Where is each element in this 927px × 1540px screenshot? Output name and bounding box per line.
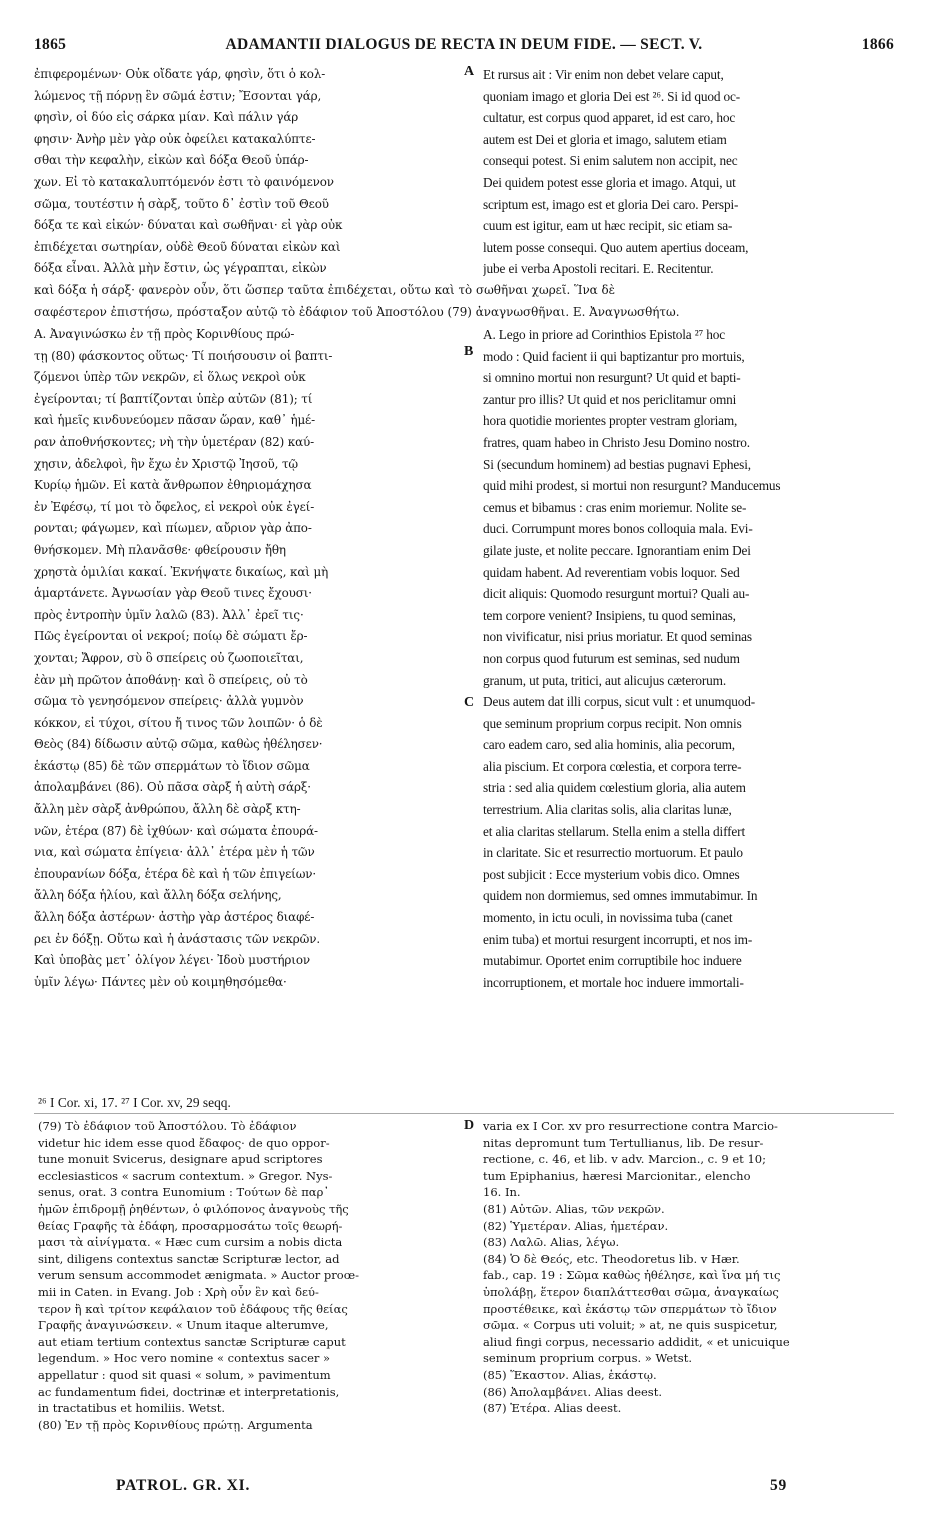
text-line: σῶμα. « Corpus uti voluit; » at, ne quis suspicetur, xyxy=(483,1318,778,1333)
text-line: rectione, c. 46, et lib. v adv. Marcion., c. 9 et 10; xyxy=(483,1152,766,1167)
footer-series: PATROL. GR. XI. xyxy=(116,1477,251,1494)
text-line: granum, ut puta, tritici, aut alicujus cæterorum. xyxy=(483,672,727,688)
footnote-rule xyxy=(34,1113,894,1114)
text-line: tem corpore venient? Insipiens, tu quod seminas, xyxy=(483,607,736,623)
text-line: ἄλλη δόξα ἀστέρων· ἀστὴρ γὰρ ἀστέρος διαφέ- xyxy=(34,910,315,925)
text-line: ac fundamentum fidei, doctrinæ et interpretationis, xyxy=(38,1384,340,1399)
text-line: (86) Ἀπολαμβάνει. Alias deest. xyxy=(483,1384,662,1399)
text-line: fratres, quam habeo in Christo Jesu Domino nostro. xyxy=(483,434,750,450)
running-title: ADAMANTII DIALOGUS DE RECTA IN DEUM FIDE. — SECT. V. xyxy=(225,36,703,53)
text-line: quoniam imago et gloria Dei est ²⁶. Si id quod oc- xyxy=(483,88,741,104)
text-line: cuum est igitur, eam ut hæc recipit, sic etiam sa- xyxy=(483,218,733,234)
text-line: sint, diligens contextus sanctæ Scripturæ lector, ad xyxy=(38,1251,340,1266)
margin-mark-b: B xyxy=(464,344,474,359)
text-line: aliud fingi corpus, necessario addidit, « et unicuique xyxy=(483,1334,790,1349)
text-line: σῶμα τὸ γενησόμενον σπείρεις· ἀλλὰ γυμνὸν xyxy=(34,694,304,709)
text-line: Et rursus ait : Vir enim non debet velare caput, xyxy=(483,67,724,82)
text-line: θείας Γραφῆς τὰ ἐδάφη, προσαρμοσάτω τοῖς θεωρή- xyxy=(38,1218,343,1233)
text-line: Γραφῆς ἀναγινώσκειν. « Unum itaque alterumve, xyxy=(38,1318,329,1333)
footnotes-left xyxy=(38,1118,458,1433)
text-line: Θεὸς (84) δίδωσιν αὐτῷ σῶμα, καθὼς ἠθέλησεν· xyxy=(34,737,323,752)
text-line: δόξα τε καὶ εἰκών· δύναται καὶ σωθῆναι· εἰ γὰρ οὐκ xyxy=(34,218,343,233)
text-line: μασι τὰ αἰνίγματα. « Hæc cum cursim a nobis dicta xyxy=(38,1235,343,1250)
text-line: quidam habent. Ad reverentiam vobis loquor. Sed xyxy=(483,564,740,580)
text-line: A. Ἀναγινώσκω ἐν τῇ πρὸς Κορινθίους πρώ- xyxy=(34,327,295,341)
text-line: Καὶ ὑποβὰς μετ᾽ ὀλίγον λέγει· Ἰδοὺ μυστήριον xyxy=(34,953,310,968)
text-line: alia piscium. Et corpora cœlestia, et corpora terre- xyxy=(483,758,742,774)
text-line: (85) Ἕκαστον. Alias, ἑκάστῳ. xyxy=(483,1367,657,1382)
text-line: (83) Λαλῶ. Alias, λέγω. xyxy=(483,1235,620,1250)
text-line: terrestrium. Alia claritas solis, alia claritas lunæ, xyxy=(483,802,732,818)
text-line: legendum. » Hoc vero nomine « contextus sacer » xyxy=(38,1351,331,1366)
text-line: ἐγείρονται; τί βαπτίζονται ὑπὲρ αὐτῶν (81); τί xyxy=(34,391,313,406)
text-line: gilate juste, et nolite peccare. Ignorantiam enim Dei xyxy=(483,542,751,558)
text-line: stria : sed alia quidem cœlestium gloria, alia autem xyxy=(483,780,746,796)
text-line: 16. In. xyxy=(483,1185,521,1200)
text-line: πρὸς ἐντροπὴν ὑμῖν λαλῶ (83). Ἀλλ᾽ ἐρεῖ τις· xyxy=(34,607,304,622)
footnotes-right xyxy=(483,1118,894,1417)
text-line: (82) Ὑμετέραν. Alias, ἡμετέραν. xyxy=(483,1218,669,1233)
text-line: ρονται; φάγωμεν, καὶ πίωμεν, αὔριον γὰρ ἀπο- xyxy=(34,521,312,536)
text-line: quidem non dormiemus, sed omnes immutabimur. In xyxy=(483,888,758,904)
text-line: momento, in ictu oculi, in novissima tuba (canet xyxy=(483,910,733,926)
text-line: jube ei verba Apostoli recitari. E. Recitentur. xyxy=(483,261,714,277)
text-line: ἀπολαμβάνει (86). Οὐ πᾶσα σὰρξ ἡ αὐτὴ σάρξ· xyxy=(34,780,311,795)
latin-column-top xyxy=(483,64,894,280)
text-line: tune monuit Svicerus, designare apud scriptores xyxy=(38,1152,323,1167)
text-line: consequi potest. Si enim salutem non accipit, nec xyxy=(483,153,738,169)
text-line: καὶ ἡμεῖς κινδυνεύομεν πᾶσαν ὥραν, καθ᾽ ἡμέ- xyxy=(34,413,315,428)
text-line: σαφέστερον ἐπιστήσω, πρόσταξον αὐτῷ τὸ ἐδάφιον τοῦ Ἀποστόλου (79) ἀναγνωσθῆναι. E. Ἀναγνωσθήτω. xyxy=(34,304,680,319)
text-line: si omnino mortui non resurgunt? Ut quid et bapti- xyxy=(483,370,741,386)
margin-mark-d: D xyxy=(464,1118,475,1133)
text-line: cultatur, est corpus quod apparet, id est caro, hoc xyxy=(483,110,736,126)
text-line: νῶν, ἑτέρα (87) δὲ ἰχθύων· καὶ σώματα ἐπουρά- xyxy=(34,823,318,838)
text-line: χησιν, ἀδελφοὶ, ἣν ἔχω ἐν Χριστῷ Ἰησοῦ, τῷ xyxy=(34,456,298,471)
text-line: verum sensum accommodet ænigmata. » Auctor proœ- xyxy=(38,1268,359,1283)
text-line: νια, καὶ σώματα ἐπίγεια· ἀλλ᾽ ἑτέρα μὲν ἡ τῶν xyxy=(34,845,315,860)
text-line: καὶ δόξα ἡ σάρξ· φανερὸν οὖν, ὅτι ὥσπερ ταῦτα ἐπιδέχεται, οὕτω καὶ τὸ σωθῆναι χωρεῖ. Ἵνα δὲ xyxy=(34,283,616,297)
text-line: duci. Corrumpunt mores bonos colloquia mala. Evi- xyxy=(483,521,753,537)
text-line: cemus et bibamus : cras enim moriemur. Nolite se- xyxy=(483,499,747,515)
greek-column-top xyxy=(34,64,459,280)
running-header xyxy=(34,36,894,58)
text-line: non vivificatur, nisi prius moriatur. Et quod seminas xyxy=(483,629,752,645)
greek-full-width-lines xyxy=(34,280,894,323)
text-line: dicit aliquis: Quomodo resurgunt mortui? Quali au- xyxy=(483,586,750,602)
text-line: δόξα εἶναι. Ἀλλὰ μὴν ἔστιν, ὡς γέγραπται, εἰκὼν xyxy=(34,261,327,276)
page-number-left: 1865 xyxy=(34,36,67,53)
text-line: A. Lego in priore ad Corinthios Epistola ²⁷ hoc xyxy=(483,327,725,342)
text-line: χονται; Ἄφρον, σὺ ὃ σπείρεις οὐ ζωοποιεῖται, xyxy=(34,650,304,665)
text-line: ἐπιδέχεται σωτηρίαν, οὐδὲ Θεοῦ δύναται εἰκὼν καὶ xyxy=(34,239,341,254)
text-line: σθαι τὴν κεφαλὴν, εἰκὼν καὶ δόξα Θεοῦ ὑπάρ- xyxy=(34,153,309,168)
text-line: φησὶν, οἱ δύο εἰς σάρκα μίαν. Καὶ πάλιν γάρ xyxy=(34,110,299,125)
text-line: (79) Τὸ ἐδάφιον τοῦ Ἀποστόλου. Τὸ ἐδάφιον xyxy=(38,1119,297,1133)
text-line: in tractatibus et homiliis. Wetst. xyxy=(38,1401,225,1416)
text-line: post subjicit : Ecce mysterium vobis dico. Omnes xyxy=(483,866,740,882)
page-number-right: 1866 xyxy=(861,36,894,53)
text-line: ἐὰν μὴ πρῶτον ἀποθάνῃ· καὶ ὃ σπείρεις, οὐ τὸ xyxy=(34,672,308,687)
text-line: (80) Ἐν τῇ πρὸς Κορινθίους πρώτῃ. Argumenta xyxy=(38,1417,313,1432)
text-line: προστέθεικε, καὶ ἑκάστῳ τῶν σπερμάτων τὸ ἴδιον xyxy=(483,1301,777,1316)
text-line: θνήσκομεν. Μὴ πλανᾶσθε· φθείρουσιν ἤθη xyxy=(34,542,286,557)
text-line: non corpus quod futurum est seminas, sed nudum xyxy=(483,650,740,666)
text-line: τῃ (80) φάσκοντος οὕτως· Τί ποιήσουσιν οἱ βαπτι- xyxy=(34,348,333,363)
text-line: mutabimur. Oportet enim corruptibile hoc induere xyxy=(483,953,742,969)
text-line: fab., cap. 19 : Σῶμα καθὼς ἠθέλησε, καὶ ἵνα μή τις xyxy=(483,1268,781,1283)
latin-column-main xyxy=(483,324,894,993)
text-line: (87) Ἑτέρα. Alias deest. xyxy=(483,1401,622,1416)
text-line: ecclesiasticos « sacrum contextum. » Gregor. Nys- xyxy=(38,1168,333,1183)
text-line: appellatur : quod sit quasi « solum, » pavimentum xyxy=(38,1367,331,1382)
text-line: ρει ἐν δόξῃ. Οὕτω καὶ ἡ ἀνάστασις τῶν νεκρῶν. xyxy=(34,931,320,946)
text-line: λώμενος τῇ πόρνῃ ἓν σῶμά ἐστιν; Ἔσονται γάρ, xyxy=(34,88,322,103)
text-line: (84) Ὁ δὲ Θεός, etc. Theodoretus lib. v Hær. xyxy=(483,1251,740,1266)
margin-mark-c: C xyxy=(464,695,475,710)
text-line: Πῶς ἐγείρονται οἱ νεκροί; ποίῳ δὲ σώματι ἔρ- xyxy=(34,629,308,644)
text-line: Si (secundum hominem) ad bestias pugnavi Ephesi, xyxy=(483,456,751,472)
text-line: lutem posse consequi. Quo autem apertius doceam, xyxy=(483,239,749,255)
text-line: ἐπιφερομένων· Οὐκ οἴδατε γάρ, φησὶν, ὅτι ὁ κολ- xyxy=(34,67,326,81)
text-line: ζόμενοι ὑπὲρ τῶν νεκρῶν, εἰ ὅλως νεκροὶ οὐκ xyxy=(34,370,306,385)
text-line: hora quotidie morientes propter vestram gloriam, xyxy=(483,413,738,429)
text-line: modo : Quid facient ii qui baptizantur pro mortuis, xyxy=(483,348,745,364)
text-line: tum Epiphanius, hæresi Marcionitar., elencho xyxy=(483,1168,751,1183)
text-line: κόκκον, εἰ τύχοι, σίτου ἤ τινος τῶν λοιπῶν· ὁ δὲ xyxy=(34,715,323,730)
text-line: et alia claritas stellarum. Stella enim a stella differt xyxy=(483,823,745,839)
scripture-references: ²⁶ I Cor. xi, 17. ²⁷ I Cor. xv, 29 seqq. xyxy=(38,1095,231,1110)
text-line: zantur pro illis? Ut quid et nos periclitamur omni xyxy=(483,391,737,407)
text-line: ραν ἀποθνήσκοντες; νὴ τὴν ὑμετέραν (82) καύ- xyxy=(34,434,315,449)
text-line: ἐν Ἐφέσῳ, τί μοι τὸ ὄφελος, εἰ νεκροὶ οὐκ ἐγεί- xyxy=(34,499,315,514)
text-line: ὑμῖν λέγω· Πάντες μὲν οὐ κοιμηθησόμεθα· xyxy=(34,974,287,989)
text-line: Κυρίῳ ἡμῶν. Εἰ κατὰ ἄνθρωπον ἐθηριομάχησα xyxy=(34,478,312,493)
text-line: varia ex I Cor. xv pro resurrectione contra Marcio- xyxy=(483,1119,778,1133)
text-line: ἑκάστῳ (85) δὲ τῶν σπερμάτων τὸ ἴδιον σῶμα xyxy=(34,758,310,773)
text-line: senus, orat. 3 contra Eunomium : Τούτων δὲ παρ᾽ xyxy=(38,1185,330,1200)
text-line: videtur hic idem esse quod ἔδαφος· de quo oppor- xyxy=(38,1135,330,1150)
text-line: ὑπολάβῃ, ἕτερον διαπλάττεσθαι σῶμα, ἀναγκαίως xyxy=(483,1284,779,1299)
text-line: autem est Dei et gloria et imago, salutem etiam xyxy=(483,131,727,147)
text-line: scriptum est, imago est et gloria Dei caro. Perspi- xyxy=(483,196,739,212)
text-line: aut etiam tertium contextus sanctæ Scripturæ caput xyxy=(38,1334,346,1349)
text-line: Deus autem dat illi corpus, sicut vult : et unumquod- xyxy=(483,694,755,710)
text-line: in claritate. Sic et resurrectio mortuorum. Et paulo xyxy=(483,845,743,861)
text-line: ἐπουρανίων δόξα, ἑτέρα δὲ καὶ ἡ τῶν ἐπιγείων· xyxy=(34,866,317,881)
text-line: incorruptionem, et mortale hoc induere immortali- xyxy=(483,974,744,990)
text-line: τερον ἢ καὶ τρίτον κεφάλαιον τοῦ ἐδάφους τῆς θείας xyxy=(38,1301,348,1316)
text-line: enim tuba) et mortui resurgent incorrupti, et nos im- xyxy=(483,931,753,947)
text-line: ἡμῶν ἐπιδρομῇ ῥηθέντων, ὁ φιλόπονος ἀναγνοὺς τῆς xyxy=(38,1201,349,1216)
text-line: χρηστὰ ὁμιλίαι κακαί. Ἐκνήψατε δικαίως, καὶ μὴ xyxy=(34,564,329,579)
text-line: ἄλλη μὲν σὰρξ ἀνθρώπου, ἄλλη δὲ σὰρξ κτη- xyxy=(34,802,301,817)
footer-signature: 59 xyxy=(770,1477,788,1494)
greek-column-main xyxy=(34,324,459,993)
text-line: (81) Αὐτῶν. Alias, τῶν νεκρῶν. xyxy=(483,1201,665,1216)
text-line: seminum proprium corpus. » Wetst. xyxy=(483,1351,692,1366)
text-line: χων. Εἰ τὸ κατακαλυπτόμενόν ἐστι τὸ φαινόμενον xyxy=(34,174,334,189)
text-line: mii in Caten. in Evang. Job : Χρὴ οὖν ἓν καὶ δεύ- xyxy=(38,1284,319,1299)
text-line: nitas depromunt tum Tertullianus, lib. De resur- xyxy=(483,1135,764,1150)
text-line: Dei quidem potest esse gloria et imago. Atqui, ut xyxy=(483,174,736,190)
text-line: quid mihi prodest, si mortui non resurgunt? Manducemus xyxy=(483,478,781,494)
margin-mark-a: A xyxy=(464,64,475,79)
text-line: que seminum proprium corpus recipit. Non omnis xyxy=(483,715,742,731)
text-line: ἄλλη δόξα ἡλίου, καὶ ἄλλη δόξα σελήνης, xyxy=(34,888,282,903)
text-line: φησιν· Ἀνὴρ μὲν γὰρ οὐκ ὀφείλει κατακαλύπτε- xyxy=(34,131,316,146)
text-line: ἁμαρτάνετε. Ἀγνωσίαν γὰρ Θεοῦ τινες ἔχουσι· xyxy=(34,586,312,601)
text-line: σῶμα, τουτέστιν ἡ σὰρξ, τοῦτο δ᾽ ἐστὶν τοῦ Θεοῦ xyxy=(34,196,329,211)
text-line: caro eadem caro, sed alia hominis, alia pecorum, xyxy=(483,737,735,753)
